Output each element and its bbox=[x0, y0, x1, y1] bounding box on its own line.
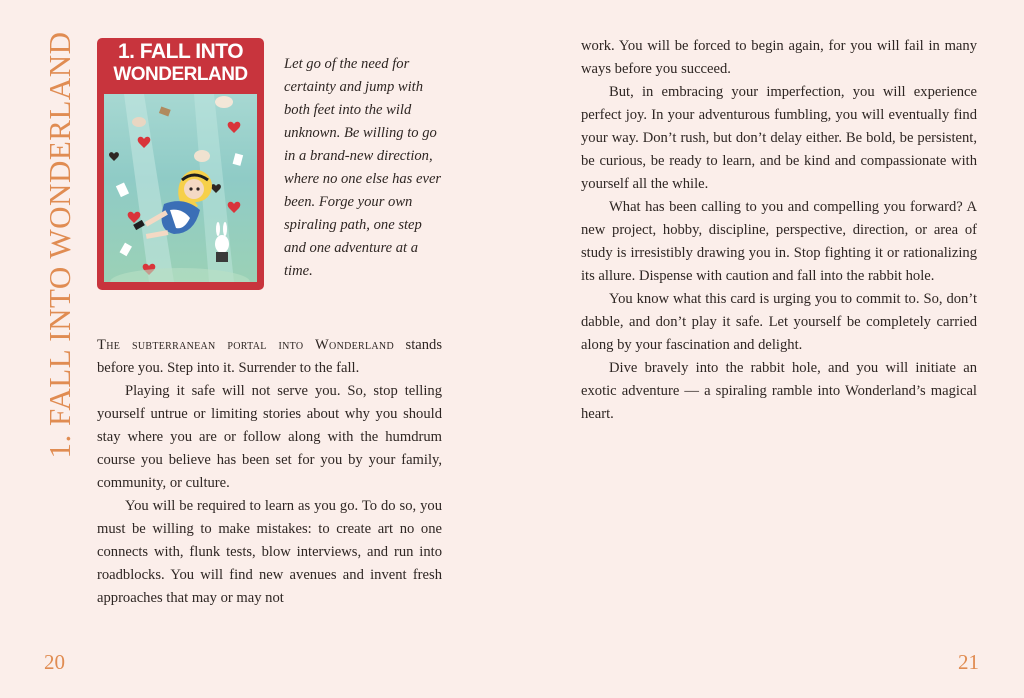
tarot-card bbox=[97, 38, 264, 290]
right-page-text bbox=[581, 35, 977, 426]
card-illustration bbox=[104, 94, 257, 282]
right-paragraph-2: But, in embracing your imperfection, you will experience perfect joy. In your adventurous fumbling, you will eventually find your way. Don’t rush, but don’t delay either. Be bold, be persistent, be curious, be ready to learn, and be kind and compassionate with yourself all the while. bbox=[581, 84, 977, 192]
card-quote: Let go of the need for certainty and jump with both feet into the wild unknown. Be willing to go in a brand-new direction, where no one else has ever been. Forge your own spiraling path, one step and one adventure at a time. bbox=[284, 56, 442, 279]
page-number-left: 20 bbox=[44, 650, 65, 674]
left-paragraph-1 bbox=[97, 334, 442, 380]
right-paragraph-5: Dive bravely into the rabbit hole, and you will initiate an exotic adventure — a spiraling ramble into Wonderland’s magical heart. bbox=[581, 360, 977, 422]
chapter-side-title: 1. FALL INTO WONDERLAND bbox=[42, 31, 77, 459]
right-paragraph-4: You know what this card is urging you to commit to. So, don’t dabble, and don’t play it safe. Let yourself be completely carried along by your fascination and delight. bbox=[581, 291, 977, 353]
page-number-right: 21 bbox=[958, 650, 979, 674]
card-title-line2: WONDERLAND bbox=[113, 64, 248, 85]
right-paragraph-3: What has been calling to you and compelling you forward? A new project, hobby, discipline, perspective, direction, or area of study is irresistibly drawing you in. Stop fighting it or rationalizing its allure. Dispense with caution and fall into the rabbit hole. bbox=[581, 199, 977, 284]
card-title bbox=[97, 40, 264, 86]
left-page-text bbox=[97, 334, 442, 610]
lead-in-small-caps: The subterranean portal into Wonderland bbox=[97, 337, 394, 353]
right-paragraph-1: work. You will be forced to begin again, for you will fail in many ways before you succeed. bbox=[581, 38, 977, 77]
alice-falling-illustration bbox=[104, 94, 257, 282]
card-title-line1: 1. FALL INTO bbox=[117, 40, 244, 63]
left-paragraph-3: You will be required to learn as you go. To do so, you must be willing to make mistakes: to create art no one connects with, flunk tests, blow interviews, and run into roadblocks. You will find new avenues and invent fresh approaches that may or may not bbox=[97, 498, 442, 606]
left-paragraph-1-rest: stands before you. Step into it. Surrender to the fall. bbox=[97, 337, 442, 376]
left-paragraph-2: Playing it safe will not serve you. So, stop telling yourself untrue or limiting stories about why you should stay where you are or follow along with the humdrum course you believe has been set for you by your family, community, or culture. bbox=[97, 383, 442, 491]
